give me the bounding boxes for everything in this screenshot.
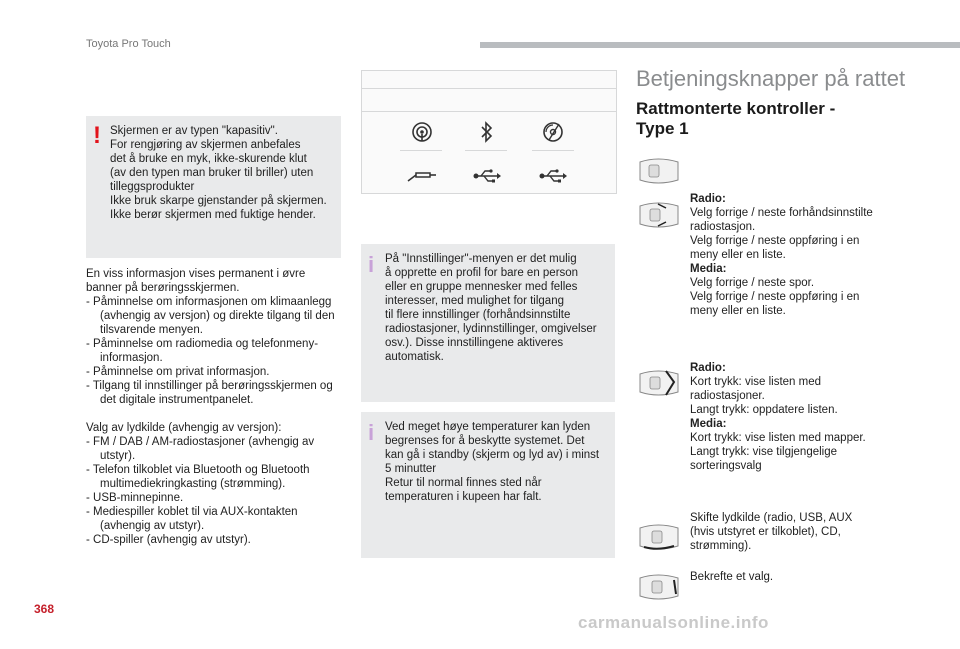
tip-box-temperature bbox=[361, 412, 615, 558]
list-item: - Mediespiller koblet til via AUX-kontakten (avhengig av utstyr). bbox=[86, 506, 298, 532]
running-header-title: Toyota Pro Touch bbox=[86, 38, 171, 50]
warning-icon: ! bbox=[93, 122, 101, 149]
sources-intro: Valg av lydkilde (avhengig av versjon): bbox=[86, 422, 282, 434]
info-intro: En viss informasjon vises permanent i øvre banner på berøringsskjermen. bbox=[86, 268, 306, 294]
usb-icon bbox=[528, 159, 578, 193]
list-item: - Påminnelse om privat informasjon. bbox=[86, 366, 270, 378]
source-icons-panel bbox=[361, 70, 617, 194]
warning-box bbox=[86, 116, 341, 258]
header-divider-bar bbox=[480, 42, 960, 48]
control-description: Skifte lydkilde (radio, USB, AUX (hvis utstyret er tilkoblet), CD, strømming). bbox=[690, 512, 853, 552]
list-item: - Telefon tilkoblet via Bluetooth og Bluetooth multimediekringkasting (strømming). bbox=[86, 464, 310, 490]
list-item: - FM / DAB / AM-radiostasjoner (avhengig av utstyr). bbox=[86, 436, 315, 462]
list-item: - Tilgang til innstillinger på berøringsskjermen og det digitale instrumentpanelet. bbox=[86, 380, 333, 406]
list-item: - Påminnelse om radiomedia og telefonmeny-informasjon. bbox=[86, 338, 319, 364]
info-icon: i bbox=[368, 420, 375, 445]
control-description: Bekrefte et valg. bbox=[690, 571, 774, 583]
steering-control-source-icon bbox=[636, 522, 682, 557]
subsection-title: Rattmonterte kontroller - Type 1 bbox=[636, 99, 836, 138]
warning-text: Skjermen er av typen "kapasitiv". For rengjøring av skjermen anbefales det å bruke en myk, ikke-skurende klut (av den typen man bruker til briller) uten tilleggsprodukter Ikke bruk skarpe gjenstander på skjermen. Ikke berør skjermen med fuktige hender. bbox=[110, 125, 327, 221]
tip-text: På "Innstillinger"-menyen er det mulig å opprette en profil for bare en person eller en gruppe mennesker med felles interesser, med mulighet for tilgang til flere innstillinger (forhåndsinnstilte radiostasjoner, lydinnstillinger, omgivelser osv.). Disse innstillingene aktiveres automatisk. bbox=[385, 253, 597, 363]
list-item: - USB-minnepinne. bbox=[86, 492, 184, 504]
steering-control-arrows-icon bbox=[636, 200, 682, 235]
podcast-icon bbox=[397, 115, 447, 149]
list-item: - Påminnelse om informasjonen om klimaanlegg (avhengig av versjon) og direkte tilgang til den tilsvarende menyen. bbox=[86, 296, 335, 336]
page-number: 368 bbox=[34, 602, 55, 616]
section-title: Betjeningsknapper på rattet bbox=[636, 66, 906, 91]
aux-jack-icon bbox=[397, 159, 447, 193]
info-text-block bbox=[86, 267, 344, 547]
info-icon: i bbox=[368, 252, 375, 277]
watermark: carmanualsonline.info bbox=[578, 613, 769, 632]
list-item: - CD-spiller (avhengig av utstyr). bbox=[86, 534, 251, 546]
steering-control-list-icon bbox=[636, 368, 682, 403]
steering-control-confirm-icon bbox=[636, 572, 682, 607]
bluetooth-icon bbox=[462, 115, 512, 149]
control-description: Radio: Velg forrige / neste forhåndsinnstilte radiostasjon. Velg forrige / neste oppføring i en meny eller en liste. Media: Velg forrige / neste spor. Velg forrige / neste oppføring i en meny eller en liste. bbox=[690, 193, 873, 317]
tip-text: Ved meget høye temperaturer kan lyden begrenses for å beskytte systemet. Det kan gå i standby (skjerm og lyd av) i minst 5 minutter Retur til normal finnes sted når temperaturen i kupeen har falt. bbox=[385, 421, 600, 503]
control-description: Radio: Kort trykk: vise listen med radiostasjoner. Langt trykk: oppdatere listen. Media: Kort trykk: vise listen med mapper. Langt trykk: vise tilgjengelige sorteringsvalg bbox=[690, 362, 866, 472]
tip-box-profiles bbox=[361, 244, 615, 402]
usb-icon bbox=[462, 159, 512, 193]
cd-icon bbox=[528, 115, 578, 149]
steering-control-overview-icon bbox=[636, 156, 682, 191]
